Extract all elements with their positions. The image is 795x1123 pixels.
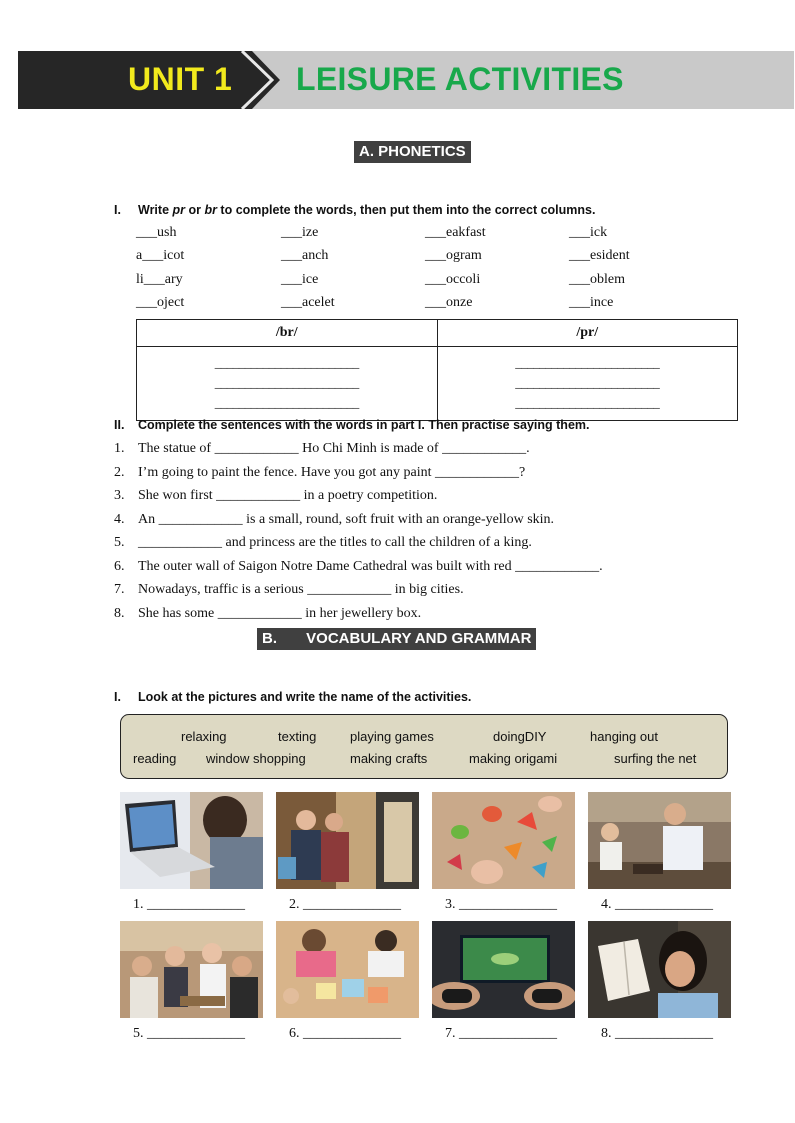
instr-text: Write xyxy=(138,203,173,217)
answer-line[interactable]: ________________________ xyxy=(515,375,660,390)
answer-caption[interactable]: 3. ______________ xyxy=(445,897,557,912)
answer-line[interactable]: ________________________ xyxy=(214,355,359,370)
fill-in-word[interactable]: ___ince xyxy=(569,295,614,310)
word-box-item: texting xyxy=(278,729,317,744)
column-header-pr: /pr/ xyxy=(437,320,738,347)
instr-text: Look at the pictures and write the name of the activities. xyxy=(138,690,472,704)
sentence-number: 1. xyxy=(114,441,125,456)
word-box-item: making crafts xyxy=(350,751,428,766)
fill-in-word[interactable]: li___ary xyxy=(136,272,183,287)
crafts-photo xyxy=(276,921,419,1018)
br-answer-cell[interactable] xyxy=(137,347,438,421)
sentence-item[interactable] xyxy=(114,559,603,575)
fill-in-word[interactable]: ___ush xyxy=(136,225,177,240)
fill-in-word[interactable]: ___ick xyxy=(569,225,608,240)
phonetics-table xyxy=(136,319,738,421)
answer-caption[interactable]: 6. ______________ xyxy=(289,1026,401,1041)
instr-pr: pr xyxy=(172,203,185,217)
answer-line[interactable]: ________________________ xyxy=(214,375,359,390)
column-header-br: /br/ xyxy=(137,320,438,347)
fill-in-word[interactable]: ___oblem xyxy=(569,272,625,287)
sentence-item[interactable] xyxy=(114,488,437,504)
origami-photo xyxy=(432,792,575,889)
word-box-item: playing games xyxy=(350,729,434,744)
friends-photo xyxy=(120,921,263,1018)
fill-in-word[interactable]: ___ice xyxy=(281,272,319,287)
answer-caption[interactable]: 4. ______________ xyxy=(601,897,713,912)
sentence-number: 6. xyxy=(114,558,125,574)
chevron-icon xyxy=(228,51,288,109)
laptop-photo xyxy=(120,792,263,889)
fill-in-word[interactable]: ___onze xyxy=(425,295,473,310)
fill-in-word[interactable]: ___ogram xyxy=(425,248,482,263)
sentence-item[interactable] xyxy=(114,582,464,598)
reading-photo xyxy=(588,921,731,1018)
word-box-item: hanging out xyxy=(590,729,658,744)
fill-in-word[interactable]: ___occoli xyxy=(425,272,481,287)
unit-label: UNIT 1 xyxy=(128,61,233,97)
sentence-text: The statue of ____________ Ho Chi Minh is made of ____________. xyxy=(138,441,530,456)
fill-in-word[interactable]: ___acelet xyxy=(281,295,335,310)
part-number: I. xyxy=(114,690,121,704)
part-a2-instruction xyxy=(114,418,589,432)
answer-caption[interactable]: 1. ______________ xyxy=(133,897,245,912)
fill-in-word[interactable]: ___esident xyxy=(569,248,630,263)
sentence-item[interactable] xyxy=(114,606,421,622)
part-a1-instruction xyxy=(114,203,595,217)
word-box-item: doingDIY xyxy=(493,729,547,744)
word-box-item: reading xyxy=(133,751,177,766)
window-shopping-photo xyxy=(276,792,419,889)
sentence-number: 8. xyxy=(114,605,125,621)
fill-in-word[interactable]: ___ize xyxy=(281,225,319,240)
sentence-number: 2. xyxy=(114,464,125,480)
instr-br: br xyxy=(204,203,217,217)
fill-in-word[interactable]: a___icot xyxy=(136,248,185,263)
answer-caption[interactable]: 7. ______________ xyxy=(445,1026,557,1041)
part-number: II. xyxy=(114,418,125,432)
sentence-item[interactable] xyxy=(114,535,532,551)
instr-text: or xyxy=(185,203,205,217)
sentence-text: ____________ and princess are the titles to call the children of a king. xyxy=(138,535,532,550)
sentence-text: The outer wall of Saigon Notre Dame Cathedral was built with red ____________. xyxy=(138,558,603,574)
answer-caption[interactable]: 2. ______________ xyxy=(289,897,401,912)
sentence-text: Nowadays, traffic is a serious ____________ in big cities. xyxy=(138,582,464,597)
answer-line[interactable]: ________________________ xyxy=(515,355,660,370)
sentence-item[interactable] xyxy=(114,465,525,481)
word-box-item: window shopping xyxy=(206,751,306,766)
sentence-number: 4. xyxy=(114,511,125,527)
answer-caption[interactable]: 5. ______________ xyxy=(133,1026,245,1041)
sentence-text: She has some ____________ in her jewellery box. xyxy=(138,605,422,621)
sentence-text: I’m going to paint the fence. Have you got any paint ____________? xyxy=(138,464,526,480)
part-number: I. xyxy=(114,203,121,217)
section-b-label: B. VOCABULARY AND GRAMMAR xyxy=(257,628,536,650)
sentence-text: An ____________ is a small, round, soft fruit with an orange-yellow skin. xyxy=(138,511,555,527)
video-game-photo xyxy=(432,921,575,1018)
header-banner xyxy=(18,51,794,109)
part-b1-instruction xyxy=(114,690,471,704)
sentence-number: 7. xyxy=(114,582,125,597)
answer-line[interactable]: ________________________ xyxy=(214,395,359,410)
answer-caption[interactable]: 8. ______________ xyxy=(601,1026,713,1041)
answer-line[interactable]: ________________________ xyxy=(515,395,660,410)
sentence-item[interactable] xyxy=(114,512,554,528)
instr-text: to complete the words, then put them into the correct columns. xyxy=(216,203,596,217)
word-box-item: surfing the net xyxy=(614,751,697,766)
word-box-item: making origami xyxy=(469,751,558,766)
pr-answer-cell[interactable] xyxy=(437,347,738,421)
section-a-label: A. PHONETICS xyxy=(354,141,471,163)
unit-title: LEISURE ACTIVITIES xyxy=(296,61,624,97)
instr-text: Complete the sentences with the words in part I. Then practise saying them. xyxy=(138,418,590,432)
sentence-number: 3. xyxy=(114,488,125,503)
sentence-number: 5. xyxy=(114,535,125,550)
fill-in-word[interactable]: ___oject xyxy=(136,295,185,310)
sentence-text: She won first ____________ in a poetry competition. xyxy=(138,488,438,503)
fill-in-word[interactable]: ___eakfast xyxy=(425,225,486,240)
word-box xyxy=(120,714,728,779)
sentence-item[interactable] xyxy=(114,441,530,457)
diy-photo xyxy=(588,792,731,889)
fill-in-word[interactable]: ___anch xyxy=(281,248,329,263)
word-box-item: relaxing xyxy=(181,729,227,744)
